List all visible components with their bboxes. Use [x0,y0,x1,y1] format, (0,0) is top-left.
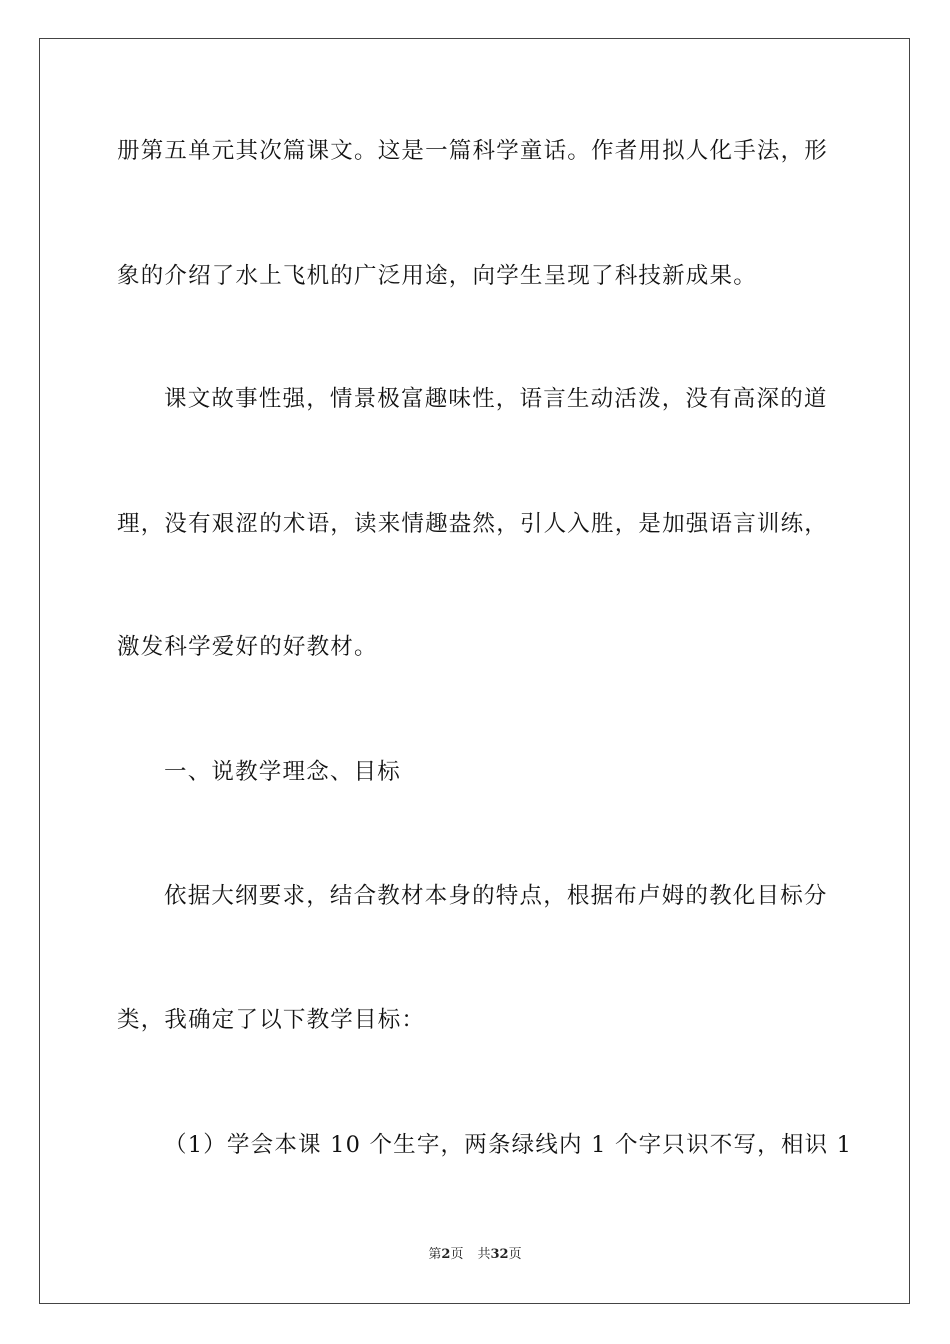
page-frame [39,38,910,1304]
page-number: 2 [441,1247,451,1262]
text-line-7: 依据大纲要求，结合教材本身的特点，根据布卢姆的教化目标分 [164,883,828,909]
text-line-5: 激发科学爱好的好教材。 [117,634,378,660]
page-prefix: 第 [428,1247,442,1262]
text-line-3: 课文故事性强，情景极富趣味性，语言生动活泼，没有高深的道 [164,386,828,412]
text-line-8: 类，我确定了以下教学目标： [117,1007,426,1033]
text-line-9: （1）学会本课 10 个生字，两条绿线内 1 个字只识不写，相识 1 [164,1132,853,1158]
page-footer [0,1246,950,1264]
page-suffix: 页 [450,1247,464,1262]
total-pages: 32 [490,1247,509,1262]
text-line-1: 册第五单元其次篇课文。这是一篇科学童话。作者用拟人化手法，形 [117,138,829,164]
total-suffix: 页 [508,1247,522,1262]
text-line-4: 理，没有艰涩的术语，读来情趣盎然，引人入胜，是加强语言训练， [117,511,829,537]
section-heading: 一、说教学理念、目标 [164,759,402,785]
text-line-2: 象的介绍了水上飞机的广泛用途，向学生呈现了科技新成果。 [117,263,757,289]
total-prefix: 共 [477,1247,491,1262]
